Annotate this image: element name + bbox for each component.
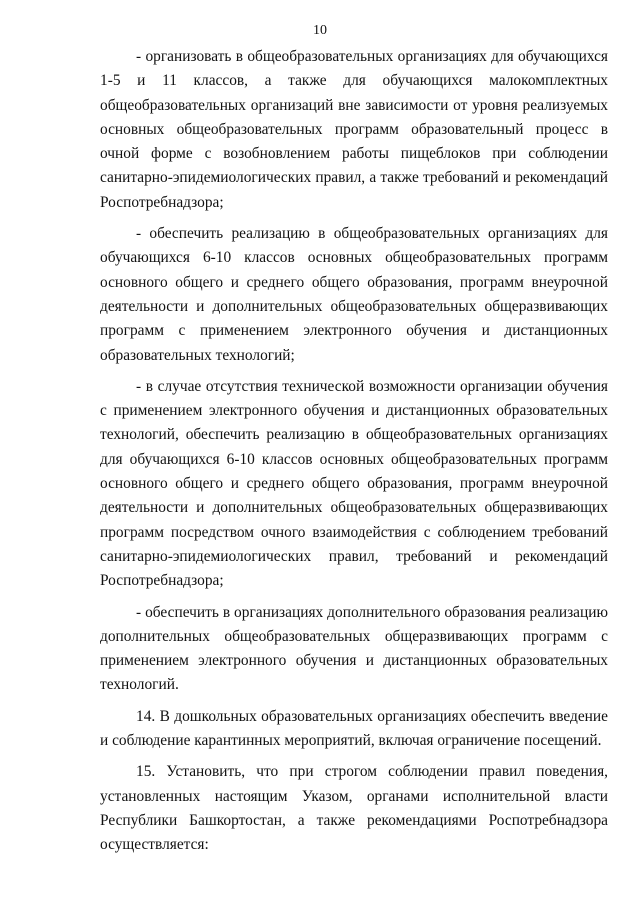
document-body: [100, 45, 608, 858]
paragraph-distance-learning-6-10: - обеспечить реализацию в общеобразовательных организациях для обучающихся 6-10 классов основных общеобразовательных программ основного общего и среднего общего образования, программ внеурочной деятельности и дополнительных общеобразовательных общеразвивающих программ с применением электронного обучения и дистанционных образовательных технологий;: [100, 225, 608, 364]
paragraph-item-15-establish: 15. Установить, что при строгом соблюдении правил поведения, установленных настоящим Указом, органами исполнительной власти Республики Башкортостан, а также рекомендациями Роспотребнадзора осуществляется:: [100, 763, 608, 854]
paragraph-item-14-preschool: 14. В дошкольных образовательных организациях обеспечить введение и соблюдение карантинных мероприятий, включая ограничение посещений.: [100, 707, 608, 750]
paragraph-organize-in-person-education: - организовать в общеобразовательных организациях для обучающихся 1-5 и 11 классов, а также для обучающихся малокомплектных общеобразовательных организаций вне зависимости от уровня реализуемых основных общеобразовательных программ образовательный процесс в очной форме с возобновлением работы пищеблоков при соблюдении санитарно-эпидемиологических правил, а также требований и рекомендаций Роспотребнадзора;: [100, 48, 608, 211]
paragraph-additional-education: - обеспечить в организациях дополнительного образования реализацию дополнительных общеобразовательных общеразвивающих программ с применением электронного обучения и дистанционных образовательных технологий.: [100, 603, 608, 694]
paragraph-no-technical-possibility: - в случае отсутствия технической возможности организации обучения с применением электронного обучения и дистанционных образовательных технологий, обеспечить реализацию в общеобразовательных организациях для обучающихся 6-10 классов основных общеобразовательных программ основного общего и среднего общего образования, программ внеурочной деятельности и дополнительных общеобразовательных общеразвивающих программ посредством очного взаимодействия с соблюдением требований санитарно-эпидемиологических правил, требований и рекомендаций Роспотребнадзора;: [100, 377, 608, 590]
page-number: 10: [313, 23, 327, 38]
